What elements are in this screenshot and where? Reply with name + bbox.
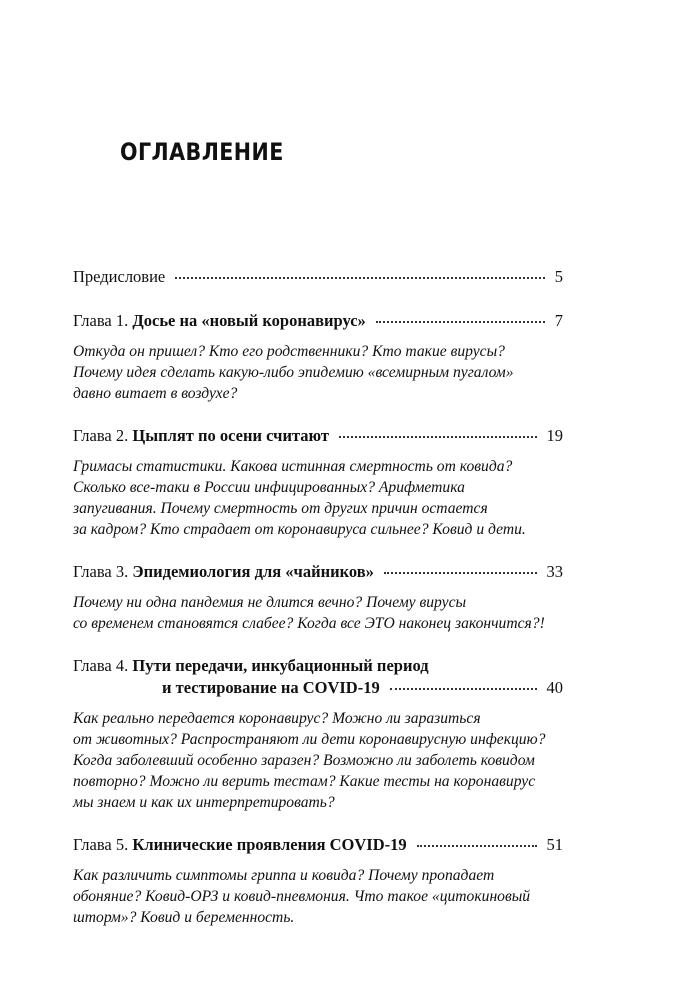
dot-leader <box>339 436 536 438</box>
description-line: шторм»? Ковид и беременность. <box>73 909 295 926</box>
toc-entry-title-line <box>73 310 563 332</box>
toc-page-number: 40 <box>546 678 563 697</box>
description-line: Как реально передается коронавирус? Можно ли заразиться <box>73 710 481 727</box>
toc-entry-title <box>73 655 429 677</box>
chapter-description <box>73 456 563 540</box>
dot-leader <box>384 572 537 574</box>
description-line: Сколько все-таки в России инфицированных? Арифметика <box>73 479 465 496</box>
chapter-description <box>73 341 563 404</box>
chapter-description <box>73 708 563 813</box>
toc-entry-title-line <box>73 655 563 677</box>
toc-entry-title: Предисловие <box>73 267 166 286</box>
toc-entry-chapter-2[interactable] <box>73 425 563 540</box>
description-line: Гримасы статистики. Какова истинная смертность от ковида? <box>73 458 513 475</box>
chapter-title: Клинические проявления COVID-19 <box>132 835 407 854</box>
description-line: мы знаем и как их интерпретировать? <box>73 794 335 811</box>
toc-page-number: 19 <box>546 426 563 445</box>
chapter-prefix: Глава 2. <box>73 426 129 445</box>
description-line: Как различить симптомы гриппа и ковида? Почему пропадает <box>73 867 495 884</box>
description-line: Почему идея сделать какую-либо эпидемию «всемирным пугалом» <box>73 364 514 381</box>
toc-entry-chapter-1[interactable] <box>73 310 563 404</box>
description-line: давно витает в воздухе? <box>73 385 238 402</box>
chapter-title: Эпидемиология для «чайников» <box>132 562 374 581</box>
chapter-prefix: Глава 3. <box>73 562 129 581</box>
toc-page-number: 33 <box>546 562 563 581</box>
toc-entry-title <box>73 310 366 332</box>
toc-entry-title <box>73 425 329 447</box>
description-line: обоняние? Ковид-ОРЗ и ковид-пневмония. Что такое «цитокиновый <box>73 888 531 905</box>
dot-leader <box>175 277 545 279</box>
toc-entry-chapter-4[interactable] <box>73 655 563 813</box>
toc-entry-chapter-5[interactable] <box>73 834 563 928</box>
chapter-description <box>73 592 563 634</box>
toc-entry-chapter-3[interactable] <box>73 561 563 634</box>
chapter-prefix: Глава 5. <box>73 835 129 854</box>
chapter-title: Цыплят по осени считают <box>132 426 330 445</box>
toc-entry-title-line <box>73 561 563 583</box>
chapter-title: и тестирование на COVID-19 <box>162 678 380 697</box>
toc-entry-preface[interactable] <box>73 266 563 288</box>
toc-entry-title <box>73 561 374 583</box>
toc-entry-title-continued <box>162 677 380 699</box>
toc-page-number: 51 <box>546 835 563 854</box>
toc-page-number: 5 <box>554 267 563 286</box>
description-line: Откуда он пришел? Кто его родственники? Кто такие вирусы? <box>73 343 505 360</box>
chapter-description <box>73 865 563 928</box>
toc-entry-title-line <box>73 677 563 699</box>
toc-entry-title-line <box>73 834 563 856</box>
dot-leader <box>376 321 545 323</box>
toc-entry-title-line <box>73 266 563 288</box>
description-line: от животных? Распространяют ли дети коронавирусную инфекцию? <box>73 731 546 748</box>
chapter-title: Пути передачи, инкубационный период <box>132 656 429 675</box>
description-line: Почему ни одна пандемия не длится вечно? Почему вирусы <box>73 594 467 611</box>
toc-entry-title-line <box>73 425 563 447</box>
description-line: со временем становятся слабее? Когда все ЭТО наконец закончится?! <box>73 615 545 632</box>
toc-entry-title <box>73 834 407 856</box>
dot-leader <box>417 845 537 847</box>
toc-page-number: 7 <box>554 311 563 330</box>
page-title: ОГЛАВЛЕНИЕ <box>120 138 284 166</box>
description-line: Когда заболевший особенно заразен? Возможно ли заболеть ковидом <box>73 752 535 769</box>
table-of-contents <box>73 266 563 928</box>
chapter-title: Досье на «новый коронавирус» <box>132 311 366 330</box>
chapter-prefix: Глава 4. <box>73 656 129 675</box>
dot-leader <box>390 688 537 690</box>
description-line: за кадром? Кто страдает от коронавируса сильнее? Ковид и дети. <box>73 521 526 538</box>
chapter-prefix: Глава 1. <box>73 311 129 330</box>
description-line: повторно? Можно ли верить тестам? Какие тесты на коронавирус <box>73 773 536 790</box>
description-line: запугивания. Почему смертность от других причин остается <box>73 500 488 517</box>
